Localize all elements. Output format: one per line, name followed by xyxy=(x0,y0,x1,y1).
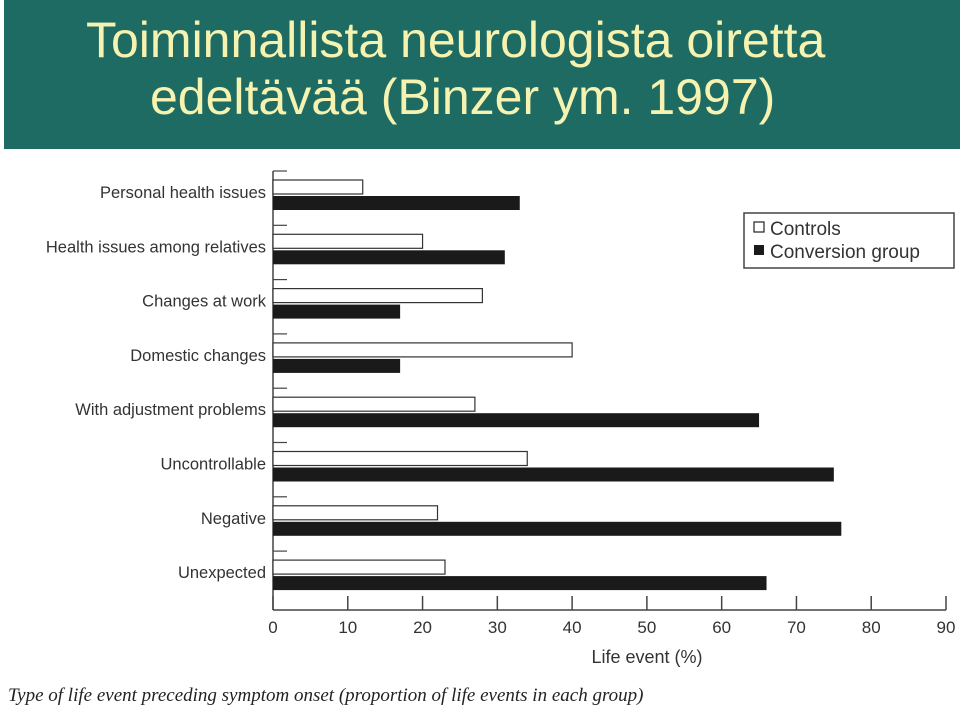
bar-conversion-group xyxy=(273,250,505,264)
x-tick-label: 30 xyxy=(487,618,507,637)
category-label: Domestic changes xyxy=(130,346,266,365)
x-tick-label: 10 xyxy=(338,618,358,637)
category-label: Health issues among relatives xyxy=(45,238,266,257)
bar-conversion-group xyxy=(273,305,400,319)
bar-conversion-group xyxy=(273,196,520,210)
legend-swatch-conversion xyxy=(754,245,764,255)
x-tick-label: 50 xyxy=(637,618,657,637)
x-axis-title: Life event (%) xyxy=(591,647,703,667)
slide-title xyxy=(86,12,946,126)
bar-chart xyxy=(0,155,960,716)
legend xyxy=(744,213,954,268)
bar-controls xyxy=(273,234,423,248)
x-tick-label: 90 xyxy=(936,618,956,637)
x-tick-label: 80 xyxy=(861,618,881,637)
bar-controls xyxy=(273,560,445,574)
bar-controls xyxy=(273,289,482,303)
bar-controls xyxy=(273,397,475,411)
x-tick-label: 20 xyxy=(413,618,433,637)
category-label: Uncontrollable xyxy=(160,455,266,474)
x-tick-label: 0 xyxy=(268,618,278,637)
category-label: Changes at work xyxy=(142,292,266,311)
title-line-1: Toiminnallista neurologista oiretta xyxy=(86,12,826,68)
category-label: Unexpected xyxy=(177,564,266,583)
legend-swatch-controls xyxy=(754,222,764,232)
x-tick-label: 40 xyxy=(562,618,582,637)
bar-conversion-group xyxy=(273,576,767,590)
bar-conversion-group xyxy=(273,413,759,427)
bar-controls xyxy=(273,180,363,194)
category-labels xyxy=(46,184,267,582)
figure-caption: Type of life event preceding symptom onset (proportion of life events in each group) xyxy=(8,685,644,706)
category-label: Negative xyxy=(200,509,266,528)
legend-label-controls: Controls xyxy=(770,219,841,240)
bar-controls xyxy=(273,506,438,520)
title-line-2: edeltävää (Binzer ym. 1997) xyxy=(150,69,776,125)
bar-controls xyxy=(273,452,527,466)
legend-label-conversion: Conversion group xyxy=(770,242,920,263)
x-tick-label: 60 xyxy=(712,618,732,637)
x-tick-label: 70 xyxy=(786,618,806,637)
bar-conversion-group xyxy=(273,468,834,482)
category-label: With adjustment problems xyxy=(75,401,266,420)
bar-conversion-group xyxy=(273,359,400,373)
bar-conversion-group xyxy=(273,522,841,536)
category-label: Personal health issues xyxy=(99,184,266,202)
bar-controls xyxy=(273,343,572,357)
